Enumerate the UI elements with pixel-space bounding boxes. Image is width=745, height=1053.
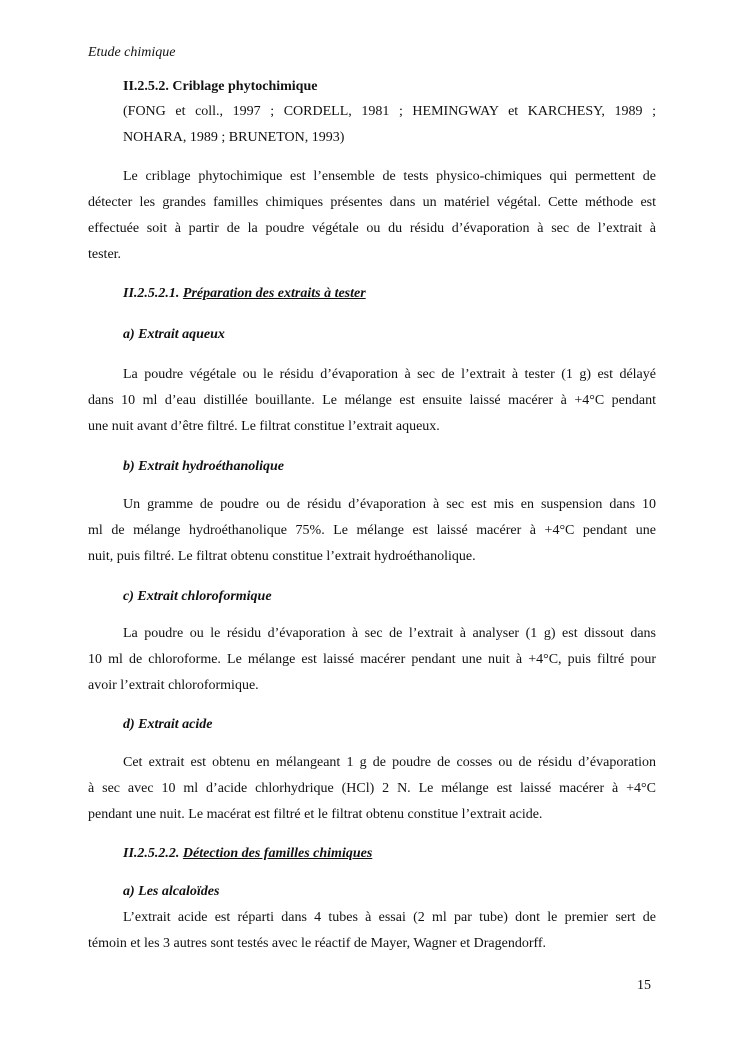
alkaloids-line-1: L’extrait acide est réparti dans 4 tubes à essai (2 ml par tube) dont le premier sert de (123, 910, 656, 925)
page-number: 15 (637, 978, 651, 993)
alkaloids-title: a) Les alcaloïdes (123, 884, 220, 899)
section-heading: II.2.5.2. Criblage phytochimique (123, 79, 318, 94)
acid-line-2: à sec avec 10 ml d’acide chlorhydrique (HCl) 2 N. Le mélange est laissé macérer à +4°C (88, 781, 656, 796)
subsection-number: II.2.5.2.2. (123, 846, 183, 861)
subsection-heading-detection (123, 845, 372, 863)
subsection-title: Détection des familles chimiques (182, 846, 373, 861)
chloroform-line-1: La poudre ou le résidu d’évaporation à sec de l’extrait à analyser (1 g) est dissout dans (123, 626, 656, 641)
intro-line-3: effectuée soit à partir de la poudre végétale ou du résidu d’évaporation à sec de l’extrait à (88, 221, 656, 236)
extract-hydroethanolic-title: b) Extrait hydroéthanolique (123, 459, 285, 474)
subsection-title: Préparation des extraits à tester (182, 286, 366, 301)
extract-chloroform-title: c) Extrait chloroformique (123, 589, 272, 604)
alkaloids-line-2: témoin et les 3 autres sont testés avec le réactif de Mayer, Wagner et Dragendorff. (88, 936, 547, 951)
hydroethanolic-line-3: nuit, puis filtré. Le filtrat obtenu constitue l’extrait hydroéthanolique. (88, 549, 476, 564)
hydroethanolic-line-1: Un gramme de poudre ou de résidu d’évaporation à sec est mis en suspension dans 10 (123, 497, 656, 512)
chloroform-line-3: avoir l’extrait chloroformique. (88, 678, 259, 693)
acid-line-3: pendant une nuit. Le macérat est filtré et le filtrat obtenu constitue l’extrait acide. (88, 807, 543, 822)
references-line-2: NOHARA, 1989 ; BRUNETON, 1993) (123, 130, 345, 145)
aqueous-line-2: dans 10 ml d’eau distillée bouillante. Le mélange est ensuite laissé macérer à +4°C pendant (88, 393, 656, 408)
aqueous-line-3: une nuit avant d’être filtré. Le filtrat constitue l’extrait aqueux. (88, 419, 440, 434)
chloroform-line-2: 10 ml de chloroforme. Le mélange est laissé macérer pendant une nuit à +4°C, puis filtré pour (88, 652, 656, 667)
extract-acid-title: d) Extrait acide (123, 717, 213, 732)
subsection-heading-preparation (123, 285, 366, 303)
aqueous-line-1: La poudre végétale ou le résidu d’évaporation à sec de l’extrait à tester (1 g) est délayé (123, 367, 656, 382)
subsection-number: II.2.5.2.1. (123, 286, 183, 301)
references-line-1: (FONG et coll., 1997 ; CORDELL, 1981 ; HEMINGWAY et KARCHESY, 1989 ; (123, 104, 656, 119)
extract-aqueous-title: a) Extrait aqueux (123, 327, 225, 342)
intro-line-2: détecter les grandes familles chimiques présentes dans un matériel végétal. Cette méthode est (88, 195, 656, 210)
acid-line-1: Cet extrait est obtenu en mélangeant 1 g de poudre de cosses ou de résidu d’évaporation (123, 755, 656, 770)
hydroethanolic-line-2: ml de mélange hydroéthanolique 75%. Le mélange est laissé macérer à +4°C pendant une (88, 523, 656, 538)
running-header: Etude chimique (88, 45, 176, 60)
intro-line-1: Le criblage phytochimique est l’ensemble de tests physico-chimiques qui permettent de (123, 169, 656, 184)
intro-line-4: tester. (88, 247, 122, 262)
